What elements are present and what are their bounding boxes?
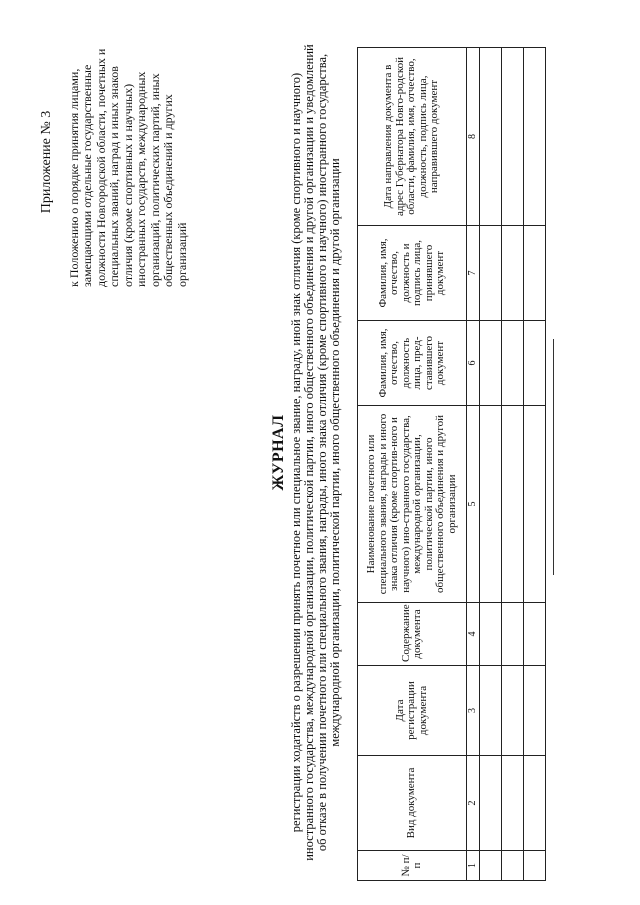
table-header-row <box>358 48 467 881</box>
header-receiver: Фамилия, имя, отчество, должность и подпись лица, принявшего документ <box>358 226 467 321</box>
column-number: 1 <box>467 851 480 881</box>
appendix-title: Приложение № 3 <box>39 110 54 214</box>
table-cell <box>524 321 546 406</box>
journal-subtitle: регистрации ходатайств о разрешении принять почетное или специальное звание, награду, иной знак отличия (кроме спортивного и научного) иностранного государства, международной организации, политической партии, иного общественного объединения и другой организации и уведомлений об отказе в получении почетного или специального звания, награды, иного знака отличия (кроме спортивного и научного) иностранного государства, международной организации, политической партии, иного общественного объединения и другой организации <box>289 44 342 861</box>
header-document-content: Содержание документа <box>358 603 467 666</box>
header-submitter: Фамилия, имя, отчество, должность лица, пред-ставившего документ <box>358 321 467 406</box>
table-cell <box>524 851 546 881</box>
header-award-name: Наименование почетного или специального звания, награды и иного знака отличия (кроме спортив-ного и научного) ино-странного государства, международной организации, политической партии, иного общественного объединения и другой организации <box>358 406 467 603</box>
table-row <box>502 48 524 881</box>
table-cell <box>480 603 502 666</box>
table-cell <box>502 406 524 603</box>
column-number: 7 <box>467 226 480 321</box>
header-registration-date: Дата регистрации документа <box>358 666 467 756</box>
table-cell <box>502 226 524 321</box>
table-cell <box>502 603 524 666</box>
appendix-text: к Положению о порядке принятия лицами, замещающими отдельные государственные должности Новгородской области, почетных и специальных званий, наград и иных знаков отличия (кроме спортивных и научных) иностранных государств, международных организаций, политических партий, иных общественных объединений и других организаций <box>66 48 189 287</box>
table-cell <box>502 756 524 851</box>
header-document-type: Вид документа <box>358 756 467 851</box>
table-cell <box>502 48 524 226</box>
footer-rule <box>553 339 554 575</box>
journal-table <box>357 47 546 881</box>
table-cell <box>524 406 546 603</box>
header-number: № п/п <box>358 851 467 881</box>
column-number: 5 <box>467 406 480 603</box>
table-cell <box>524 603 546 666</box>
table-row <box>480 48 502 881</box>
table-cell <box>480 756 502 851</box>
header-forwarding-date: Дата направления документа в адрес Губернатора Новго-родской области, фамилия, имя, отчество, должность, подпись лица, направившего документ <box>358 48 467 226</box>
appendix-block <box>40 37 189 287</box>
column-number: 6 <box>467 321 480 406</box>
table-row <box>524 48 546 881</box>
table-cell <box>480 321 502 406</box>
table-cell <box>480 226 502 321</box>
table-cell <box>524 48 546 226</box>
table-cell <box>524 756 546 851</box>
table-cell <box>524 226 546 321</box>
table-cell <box>524 666 546 756</box>
column-number: 4 <box>467 603 480 666</box>
table-cell <box>480 406 502 603</box>
table-cell <box>480 851 502 881</box>
column-number: 8 <box>467 48 480 226</box>
table-number-row <box>467 48 480 881</box>
table-cell <box>480 666 502 756</box>
journal-title: ЖУРНАЛ <box>270 414 287 491</box>
column-number: 2 <box>467 756 480 851</box>
table-cell <box>480 48 502 226</box>
table-cell <box>502 666 524 756</box>
table-cell <box>502 851 524 881</box>
column-number: 3 <box>467 666 480 756</box>
table-cell <box>502 321 524 406</box>
